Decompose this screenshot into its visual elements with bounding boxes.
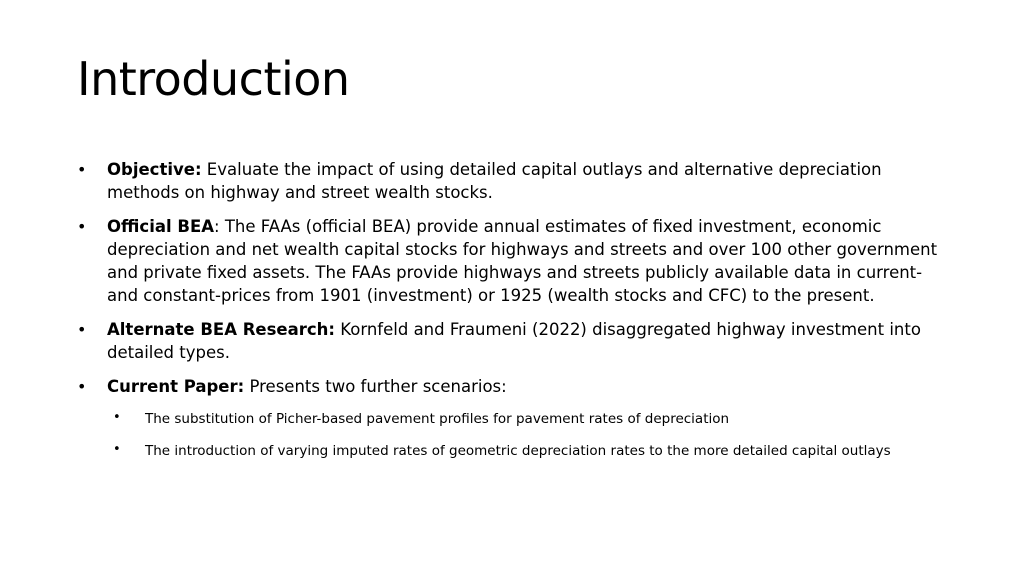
bullet-label: Objective:	[107, 160, 202, 179]
sub-bullet-text: The substitution of Picher-based pavement profiles for pavement rates of depreciation	[145, 411, 730, 427]
bullet-dot-icon: •	[77, 160, 87, 179]
sub-bullet-geometric-depreciation	[77, 441, 957, 461]
bullet-current-paper	[77, 375, 957, 398]
bullet-label: Official BEA	[107, 217, 215, 236]
bullet-alternate-bea-research	[77, 318, 957, 364]
bullet-text: : The FAAs (official BEA) provide annual estimates of fixed investment, economic depreciation and net wealth capital stocks for highways and streets and over 100 other government and private fixed assets. The FAAs provide highways and streets publicly available data in current- and constant-prices from 1901 (investment) or 1925 (wealth stocks and CFC) to the present.	[107, 217, 938, 305]
bullet-text: Evaluate the impact of using detailed capital outlays and alternative depreciation methods on highway and street wealth stocks.	[107, 160, 882, 202]
bullet-dot-icon: •	[77, 377, 87, 396]
sub-bullet-pavement-profiles	[77, 409, 957, 429]
sub-bullet-dot-icon: •	[113, 410, 121, 425]
bullet-list	[77, 158, 957, 473]
bullet-official-bea	[77, 215, 957, 307]
bullet-dot-icon: •	[77, 217, 87, 236]
bullet-label: Alternate BEA Research:	[107, 320, 336, 339]
bullet-text: Kornfeld and Fraumeni (2022) disaggregated highway investment into detailed types.	[107, 320, 921, 362]
bullet-text: Presents two further scenarios:	[244, 377, 507, 396]
sub-bullet-dot-icon: •	[113, 442, 121, 457]
bullet-label: Current Paper:	[107, 377, 245, 396]
sub-bullet-text: The introduction of varying imputed rates of geometric depreciation rates to the more detailed capital outlays	[145, 443, 891, 459]
bullet-objective	[77, 158, 957, 204]
slide-title: Introduction	[77, 52, 350, 106]
bullet-dot-icon: •	[77, 320, 87, 339]
